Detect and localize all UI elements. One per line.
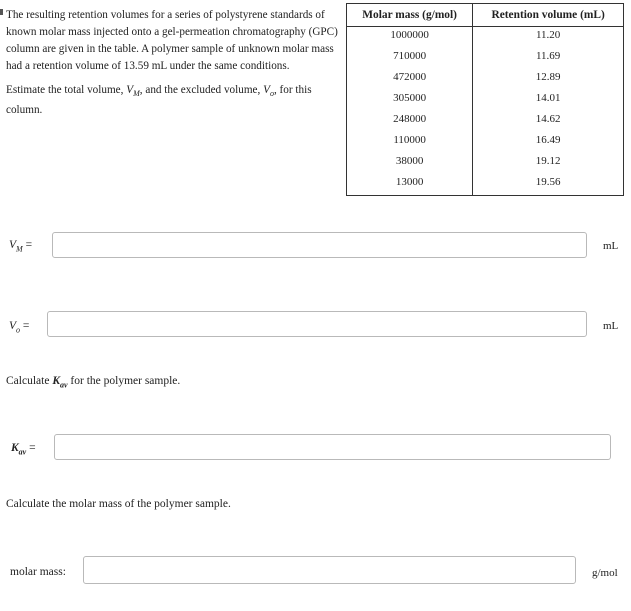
- retention-cell: 11.20: [473, 27, 624, 49]
- vo-input[interactable]: [48, 312, 586, 336]
- molar-mass-cell: 305000: [347, 90, 473, 111]
- retention-cell: 16.49: [473, 132, 624, 153]
- header-retention-volume: Retention volume (mL): [473, 4, 624, 27]
- retention-table: [346, 3, 624, 196]
- table-row: [347, 27, 624, 49]
- intro-paragraph: The resulting retention volumes for a series of polystyrene standards of known molar mass injected onto a gel-permeation chromatography (GPC) column are given in the table. A polymer sample of unknown molar mass had a retention volume of 13.59 mL under the same conditions.: [6, 9, 338, 72]
- table-row: [347, 111, 624, 132]
- table-row: [347, 48, 624, 69]
- molar-mass-unit: g/mol: [592, 567, 618, 579]
- vm-field[interactable]: [52, 232, 587, 258]
- margin-marker: [0, 9, 3, 15]
- table-row: [347, 90, 624, 111]
- molar-mass-question: Calculate the molar mass of the polymer sample.: [6, 498, 231, 510]
- vm-label: $V_M$ =: [9, 239, 33, 254]
- problem-intro: [6, 7, 344, 119]
- vo-label: $V_o$ =: [9, 320, 30, 335]
- molar-mass-cell: 472000: [347, 69, 473, 90]
- molar-mass-field[interactable]: [83, 556, 576, 584]
- molar-mass-cell: 13000: [347, 174, 473, 196]
- molar-mass-cell: 110000: [347, 132, 473, 153]
- table-header-row: [347, 4, 624, 27]
- retention-cell: 19.12: [473, 153, 624, 174]
- kav-field[interactable]: [54, 434, 611, 460]
- retention-cell: 19.56: [473, 174, 624, 196]
- vo-symbol: $V_o$: [263, 84, 274, 99]
- retention-cell: 11.69: [473, 48, 624, 69]
- molar-mass-input[interactable]: [84, 557, 575, 583]
- retention-cell: 14.62: [473, 111, 624, 132]
- table-row: [347, 69, 624, 90]
- kav-question: Calculate $K_{av}$ for the polymer sample.: [6, 375, 181, 390]
- molar-mass-cell: 1000000: [347, 27, 473, 49]
- vo-field[interactable]: [47, 311, 587, 337]
- table-row: [347, 174, 624, 196]
- vm-unit: mL: [603, 240, 619, 252]
- molar-mass-label: molar mass:: [10, 566, 66, 578]
- retention-cell: 12.89: [473, 69, 624, 90]
- molar-mass-cell: 248000: [347, 111, 473, 132]
- table-row: [347, 153, 624, 174]
- vm-input[interactable]: [53, 233, 586, 257]
- vo-unit: mL: [603, 320, 619, 332]
- retention-cell: 14.01: [473, 90, 624, 111]
- molar-mass-cell: 38000: [347, 153, 473, 174]
- kav-label: $K_{av}$ =: [11, 442, 36, 457]
- header-molar-mass: Molar mass (g/mol): [347, 4, 473, 27]
- vm-symbol: $V_M$: [126, 84, 140, 99]
- estimate-volumes-prompt: Estimate the total volume, $V_M$, and the excluded volume, $V_o$, for this column.: [6, 84, 312, 117]
- molar-mass-cell: 710000: [347, 48, 473, 69]
- kav-input[interactable]: [55, 435, 610, 459]
- table-row: [347, 132, 624, 153]
